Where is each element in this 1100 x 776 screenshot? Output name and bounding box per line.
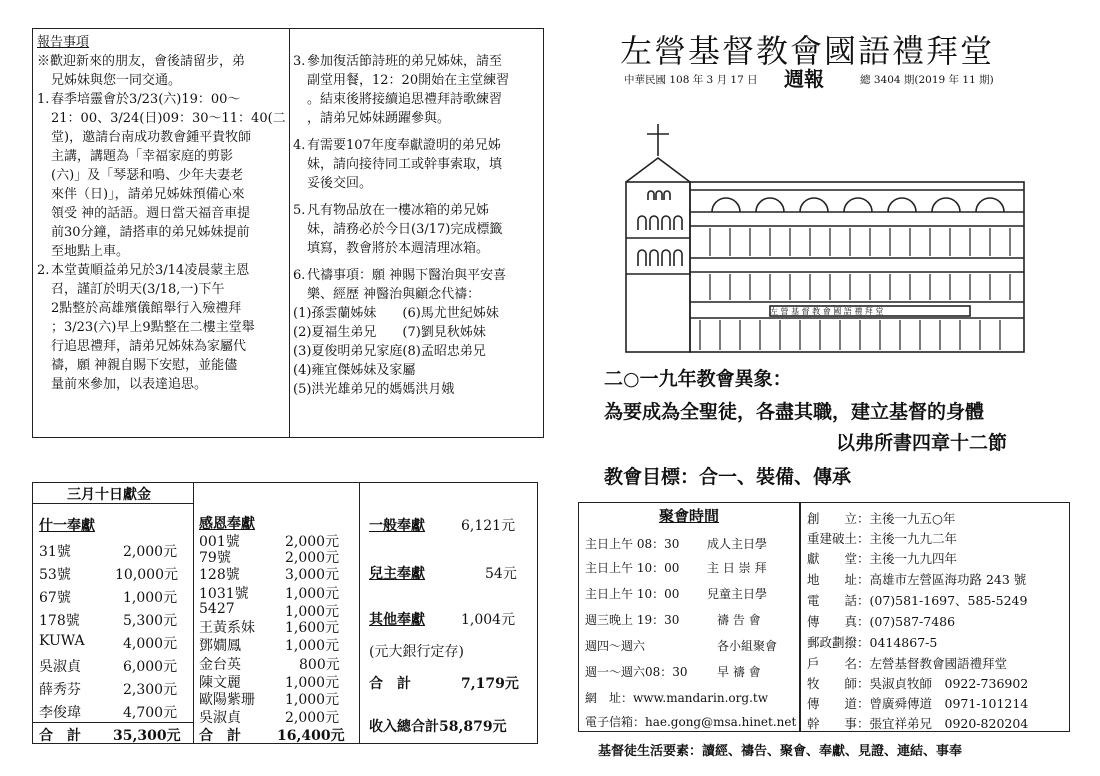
item-number: 2. bbox=[37, 263, 50, 278]
tithe-amount: 4,700元 bbox=[123, 705, 178, 721]
schedule-time: 週四～週六 bbox=[585, 639, 646, 653]
item-line: (六)」及「琴瑟和鳴、少年夫妻老 bbox=[51, 168, 244, 183]
info-line: 郵政劃撥：0414867-5 bbox=[807, 635, 938, 650]
thanks-amount: 2,000元 bbox=[285, 550, 340, 566]
info-line: 創 立：主後一九五○年 bbox=[807, 511, 956, 526]
notice-item-2 bbox=[37, 261, 287, 394]
thanks-total: 16,400元 bbox=[277, 728, 345, 744]
item-line: 行追思禮拜，請弟兄姊妹為家屬代 bbox=[51, 339, 247, 354]
thanks-amount: 1,000元 bbox=[285, 675, 340, 691]
item-line: 召，謹訂於明天(3/18,一)下午 bbox=[51, 282, 225, 297]
schedule-time: 週一～週六08：30 bbox=[585, 665, 688, 679]
item-line: 21：00、3/24(日)09：30～11：40(二 bbox=[51, 111, 286, 126]
offering-col-divider bbox=[193, 503, 194, 743]
schedule-heading: 聚會時間 bbox=[659, 507, 720, 525]
item-line: 妹，請向接待同工或幹事索取，填 bbox=[307, 157, 503, 172]
item-line: 2點整於高雄殯儀館舉行入殮禮拜 bbox=[51, 301, 242, 316]
item-line: 參加復活節詩班的弟兄姊妹，請至 bbox=[307, 54, 503, 69]
vision-statement: 為要成為全聖徒，各盡其職，建立基督的身體 bbox=[604, 401, 985, 423]
thanks-name: 王黃系妹 bbox=[199, 620, 255, 636]
tithe-name: 53號 bbox=[39, 567, 71, 583]
info-line: 傳 真：(07)587-7486 bbox=[807, 614, 956, 629]
item-line: 禱，願 神親自賜下安慰，並能儘 bbox=[51, 358, 238, 373]
thanks-heading: 感恩奉獻 bbox=[199, 516, 255, 532]
subtotal-amount: 7,179元 bbox=[461, 676, 519, 692]
thanks-amount: 1,000元 bbox=[285, 586, 340, 602]
item-line: 樂、經歷 神醫治與顧念代禱： bbox=[307, 287, 481, 302]
thanks-amount: 800元 bbox=[299, 657, 340, 673]
item-number: 6. bbox=[293, 268, 306, 283]
info-line: 地 址：高雄市左營區海功路 243 號 bbox=[807, 572, 1027, 587]
thanks-amount: 2,000元 bbox=[285, 534, 340, 550]
thanks-name: 5427 bbox=[199, 601, 235, 617]
church-building-illustration bbox=[620, 120, 1030, 360]
item-line: 。結束後將接續追思禮拜詩歌練習 bbox=[307, 92, 503, 107]
schedule-time: 主日上午 10：00 bbox=[585, 587, 680, 601]
item-line: 至地點上車。 bbox=[51, 244, 130, 259]
notice-item-5 bbox=[293, 201, 541, 258]
vision-heading: 二○一九年教會異象： bbox=[604, 368, 792, 390]
item-line: 領受 神的話語。週日當天福音車提 bbox=[51, 206, 251, 221]
schedule-event: 兒童主日學 bbox=[707, 587, 768, 601]
email: 電子信箱：hae.gong@msa.hinet.net bbox=[585, 715, 797, 729]
offering-heading-rule bbox=[193, 483, 194, 503]
welcome-line: ※歡迎新來的朋友，會後請留步，弟 bbox=[37, 54, 246, 69]
item-line: 有需要107年度奉獻證明的弟兄姊 bbox=[307, 138, 501, 153]
item-line: 來伴（日)」，請弟兄姊妹預備心來 bbox=[51, 187, 245, 202]
offering-box bbox=[32, 482, 538, 744]
item-line: 妥後交回。 bbox=[307, 176, 373, 191]
schedule-event: 各小組聚會 bbox=[717, 639, 778, 653]
item-line: ，請弟兄姊妹踴躍參與。 bbox=[307, 111, 451, 126]
schedule-event: 早 禱 會 bbox=[717, 665, 761, 679]
bulletin-label: 週報 bbox=[784, 67, 824, 91]
info-line: 幹 事：張宜祥弟兄 0920-820204 bbox=[807, 716, 1029, 731]
tithe-total-label: 合 計 bbox=[39, 728, 81, 744]
prayer-line: (1)孫雲蘭姊妹 (6)馬尤世紀姊妹 bbox=[293, 306, 499, 321]
column-divider bbox=[289, 29, 290, 437]
item-line: 填寫，教會將於本週清理冰箱。 bbox=[307, 241, 490, 256]
service-schedule-box bbox=[578, 502, 800, 732]
other-offering-label: 其他奉獻 bbox=[369, 612, 425, 628]
info-line: 傳 道：曾廣舜傳道 0971-101214 bbox=[807, 696, 1029, 711]
children-offering-label: 兒主奉獻 bbox=[369, 566, 425, 582]
offering-heading: 三月十日獻金 bbox=[67, 487, 151, 503]
item-line: 主講，講題為「幸福家庭的剪影 bbox=[51, 149, 234, 164]
notice-right-column bbox=[293, 52, 541, 399]
item-line: 凡有物品放在一樓冰箱的弟兄姊 bbox=[307, 203, 490, 218]
tithe-name: 178號 bbox=[39, 613, 80, 629]
vision-reference: 以弗所書四章十二節 bbox=[836, 432, 1008, 454]
schedule-time: 週三晚上 19：30 bbox=[585, 613, 680, 627]
notice-item-3 bbox=[293, 52, 541, 128]
item-line: ；3/23(六)早上9點整在二樓主堂舉 bbox=[51, 320, 255, 335]
item-line: 本堂黃順益弟兄於3/14凌晨蒙主恩 bbox=[51, 263, 250, 278]
other-offering-note: (元大銀行定存) bbox=[369, 644, 464, 660]
notice-heading: 報告事項 bbox=[37, 35, 90, 50]
tithe-name: 吳淑貞 bbox=[39, 659, 81, 675]
tithe-name: 李俊瑋 bbox=[39, 705, 81, 721]
children-offering-amount: 54元 bbox=[485, 566, 517, 582]
notice-box bbox=[32, 28, 544, 438]
thanks-name: 陳文麗 bbox=[199, 675, 241, 691]
church-goal: 教會目標：合一、裝備、傳承 bbox=[604, 466, 852, 488]
schedule-time: 主日上午 10：00 bbox=[585, 561, 680, 575]
schedule-event: 主 日 崇 拜 bbox=[707, 561, 767, 575]
grand-total: 收入總合計58,879元 bbox=[369, 719, 507, 735]
church-title: 左營基督教會國語禮拜堂 bbox=[620, 32, 995, 70]
church-sign-text: 左 營 基 督 教 會 國 語 禮 拜 堂 bbox=[770, 307, 884, 316]
info-line: 牧 師：吳淑貞牧師 0922-736902 bbox=[807, 676, 1029, 691]
info-line: 重建破土：主後一九九二年 bbox=[807, 531, 958, 546]
info-line: 獻 堂：主後一九九四年 bbox=[807, 551, 958, 566]
thanks-name: 鄧嫺鳳 bbox=[199, 638, 241, 654]
general-offering-label: 一般奉獻 bbox=[369, 518, 425, 534]
thanks-name: 128號 bbox=[199, 567, 240, 583]
item-line: 春季培靈會於3/23(六)19：00～ bbox=[51, 92, 241, 107]
welcome-line: 兄姊妹與您一同交通。 bbox=[51, 73, 182, 88]
thanks-amount: 2,000元 bbox=[285, 710, 340, 726]
tithe-total: 35,300元 bbox=[113, 728, 181, 744]
tithe-name: 31號 bbox=[39, 544, 71, 560]
prayer-line: (3)夏俊明弟兄家庭(8)孟昭忠弟兄 bbox=[293, 344, 486, 359]
item-number: 4. bbox=[293, 138, 306, 153]
bulletin-date: 中華民國 108 年 3 月 17 日 bbox=[624, 74, 758, 86]
item-line: 堂)，邀請台南成功教會鍾平貴牧師 bbox=[51, 130, 252, 145]
thanks-name: 79號 bbox=[199, 550, 231, 566]
item-number: 1. bbox=[37, 92, 50, 107]
item-line: 妹，請務必於今日(3/17)完成標籤 bbox=[307, 222, 503, 237]
thanks-amount: 1,600元 bbox=[285, 620, 340, 636]
tithe-heading: 什一奉獻 bbox=[39, 518, 95, 534]
thanks-name: 1031號 bbox=[199, 586, 249, 602]
prayer-line: (2)夏福生弟兄 (7)劉見秋姊妹 bbox=[293, 325, 486, 340]
thanks-name: 金台英 bbox=[199, 657, 241, 673]
tithe-amount: 2,300元 bbox=[123, 682, 178, 698]
thanks-amount: 1,000元 bbox=[285, 692, 340, 708]
footer-life-elements: 基督徒生活要素：讀經、禱告、聚會、奉獻、見證、連結、事奉 bbox=[598, 744, 963, 759]
issue-number: 總 3404 期(2019 年 11 期) bbox=[860, 74, 994, 86]
item-line: 代禱事項：願 神賜下醫治與平安喜 bbox=[307, 268, 507, 283]
info-line: 戶 名：左營基督教會國語禮拜堂 bbox=[807, 656, 1008, 671]
prayer-line: (4)雍宜傑姊妹及家屬 bbox=[293, 363, 416, 378]
tithe-amount: 2,000元 bbox=[123, 544, 178, 560]
thanks-name: 歐陽紫珊 bbox=[199, 692, 255, 708]
thanks-name: 001號 bbox=[199, 534, 240, 550]
thanks-amount: 1,000元 bbox=[285, 604, 340, 620]
notice-item-1 bbox=[37, 90, 287, 261]
other-offering-amount: 1,004元 bbox=[461, 612, 516, 628]
thanks-amount: 1,000元 bbox=[285, 638, 340, 654]
schedule-time: 主日上午 08：30 bbox=[585, 537, 680, 551]
item-line: 副堂用餐，12：20開始在主堂練習 bbox=[307, 73, 510, 88]
tithe-amount: 5,300元 bbox=[123, 613, 178, 629]
tithe-name: 67號 bbox=[39, 590, 71, 606]
tithe-name: KUWA bbox=[39, 633, 85, 649]
tithe-amount: 1,000元 bbox=[123, 590, 178, 606]
item-number: 5. bbox=[293, 203, 306, 218]
notice-item-6 bbox=[293, 266, 541, 304]
info-line: 電 話：(07)581-1697、585-5249 bbox=[807, 593, 1028, 608]
schedule-event: 禱 告 會 bbox=[717, 613, 761, 627]
item-number: 3. bbox=[293, 54, 306, 69]
thanks-amount: 3,000元 bbox=[285, 567, 340, 583]
tithe-amount: 4,000元 bbox=[123, 636, 178, 652]
tithe-amount: 6,000元 bbox=[123, 659, 178, 675]
subtotal-label: 合 計 bbox=[369, 676, 411, 692]
tithe-total-rule bbox=[33, 722, 193, 723]
item-line: 前30分鐘，請搭車的弟兄姊妹提前 bbox=[51, 225, 250, 240]
tithe-name: 薛秀芬 bbox=[39, 682, 81, 698]
general-offering-amount: 6,121元 bbox=[461, 518, 516, 534]
prayer-line: (5)洪光雄弟兄的媽媽洪月娥 bbox=[293, 382, 455, 397]
thanks-name: 吳淑貞 bbox=[199, 710, 241, 726]
thanks-total-label: 合 計 bbox=[199, 728, 241, 744]
website: 網 址：www.mandarin.org.tw bbox=[585, 691, 768, 705]
schedule-event: 成人主日學 bbox=[707, 537, 768, 551]
notice-left-column bbox=[37, 33, 287, 394]
notice-item-4 bbox=[293, 136, 541, 193]
offering-col-divider bbox=[359, 483, 360, 743]
church-info-box bbox=[800, 502, 1070, 732]
item-line: 量前來參加，以表達追思。 bbox=[51, 377, 208, 392]
tithe-amount: 10,000元 bbox=[115, 567, 178, 583]
